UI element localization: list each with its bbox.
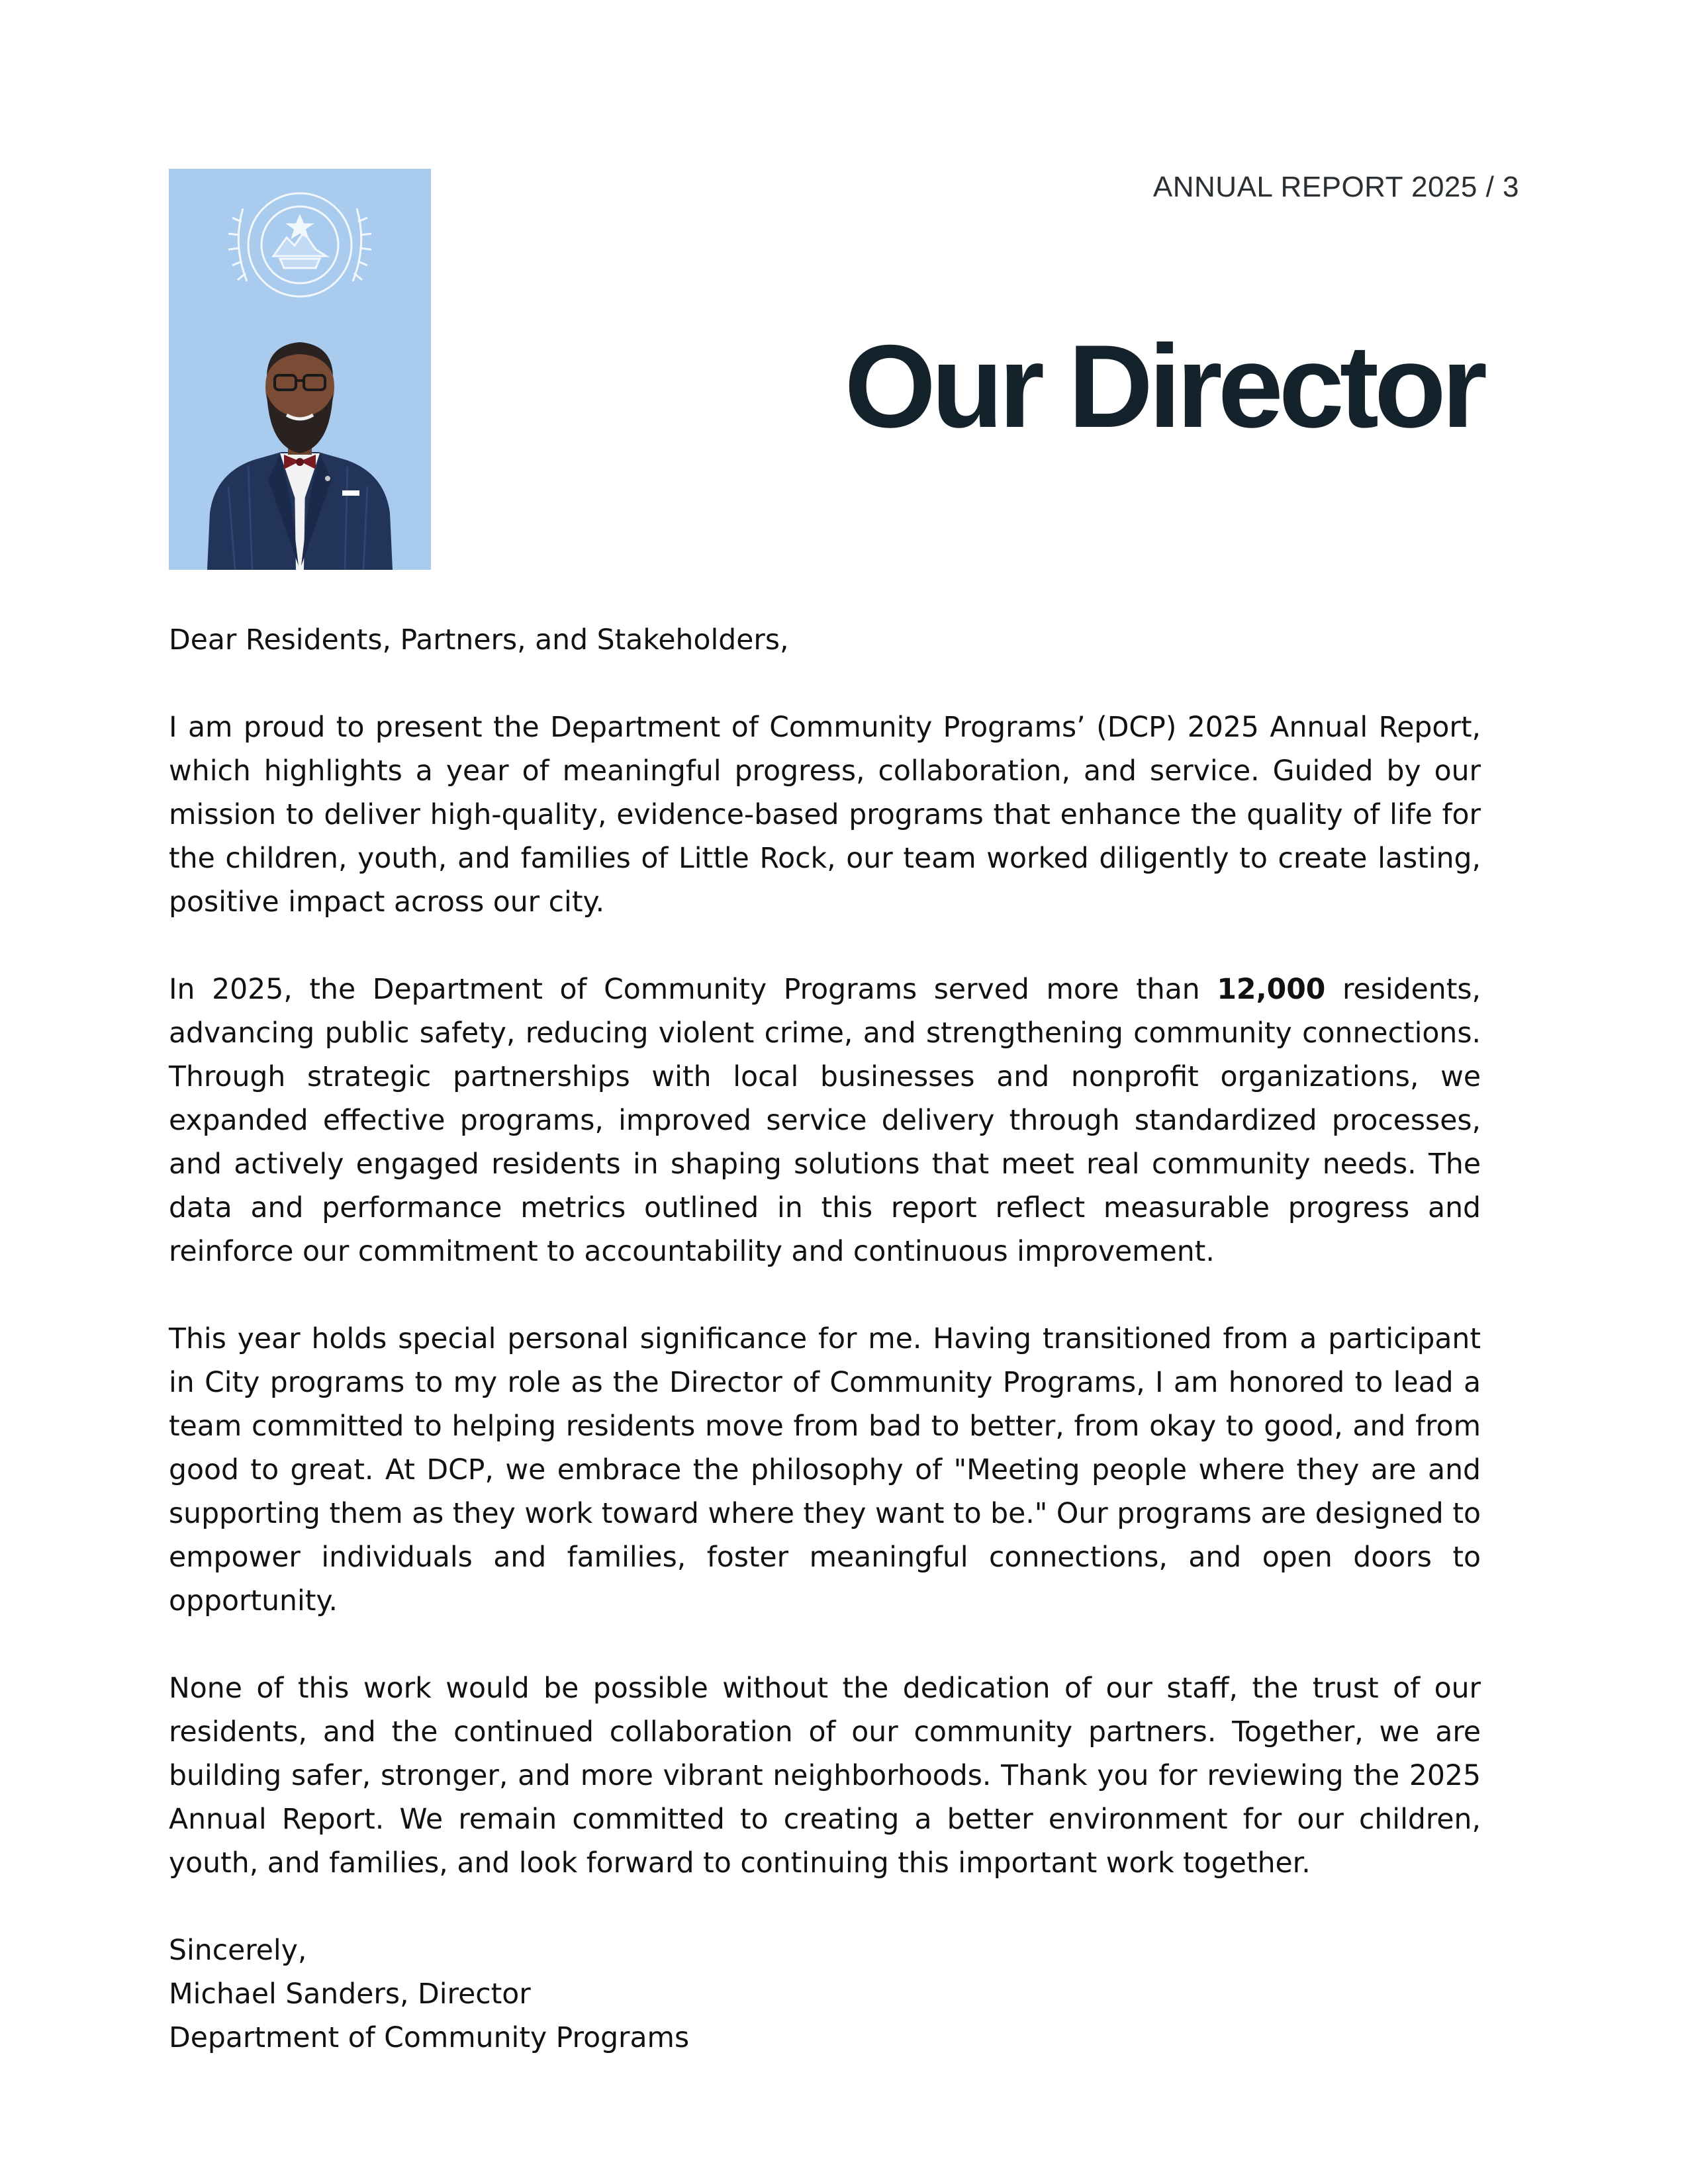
page-title: Our Director xyxy=(844,320,1483,452)
letter-signature xyxy=(169,1929,1481,2060)
letter-closing: Sincerely, xyxy=(169,1934,307,1967)
paragraph-2-text-before: In 2025, the Department of Community Programs served more than xyxy=(169,974,1217,1006)
letter-paragraph-4: None of this work would be possible without the dedication of our staff, the trust of our residents, and the continued collaboration of our community partners. Together, we are building safer, stronger, and more vibrant neighborhoods. Thank you for reviewing the 2025 Annual Report. We remain committed to creating a better environment for our children, youth, and families, and look forward to continuing this important work together. xyxy=(169,1672,1481,1880)
letter-greeting: Dear Residents, Partners, and Stakeholders, xyxy=(169,624,789,657)
director-portrait-illustration xyxy=(169,169,431,570)
letter-paragraph-3: This year holds special personal significance for me. Having transitioned from a participant in City programs to my role as the Director of Community Programs, I am honored to lead a team committed to helping residents move from bad to better, from okay to good, and from good to great. At DCP, we embrace the philosophy of "Meeting people where they are and supporting them as they work toward where they want to be." Our programs are designed to empower individuals and families, foster meaningful connections, and open doors to opportunity. xyxy=(169,1323,1481,1617)
paragraph-2-text-after: residents, advancing public safety, reducing violent crime, and strengthening community connections. Through strategic partnerships with local businesses and nonprofit organizations, we expanded effective programs, improved service delivery through standardized processes, and actively engaged residents in shaping solutions that meet real community needs. The data and performance metrics outlined in this report reflect measurable progress and reinforce our commitment to accountability and continuous improvement. xyxy=(169,974,1481,1268)
letter-paragraph-2 xyxy=(169,968,1481,1274)
page-header-label: ANNUAL REPORT 2025 / 3 xyxy=(1152,171,1519,203)
signer-name: Michael Sanders, Director xyxy=(169,1978,531,2011)
director-photo xyxy=(169,169,431,570)
residents-served-figure: 12,000 xyxy=(1217,974,1326,1006)
letter-paragraph-1: I am proud to present the Department of Community Programs’ (DCP) 2025 Annual Report, which highlights a year of meaningful progress, collaboration, and service. Guided by our mission to deliver high-quality, evidence-based programs that enhance the quality of life for the children, youth, and families of Little Rock, our team worked diligently to create lasting, positive impact across our city. xyxy=(169,711,1481,919)
signer-department: Department of Community Programs xyxy=(169,2022,690,2054)
director-letter xyxy=(169,619,1481,2060)
